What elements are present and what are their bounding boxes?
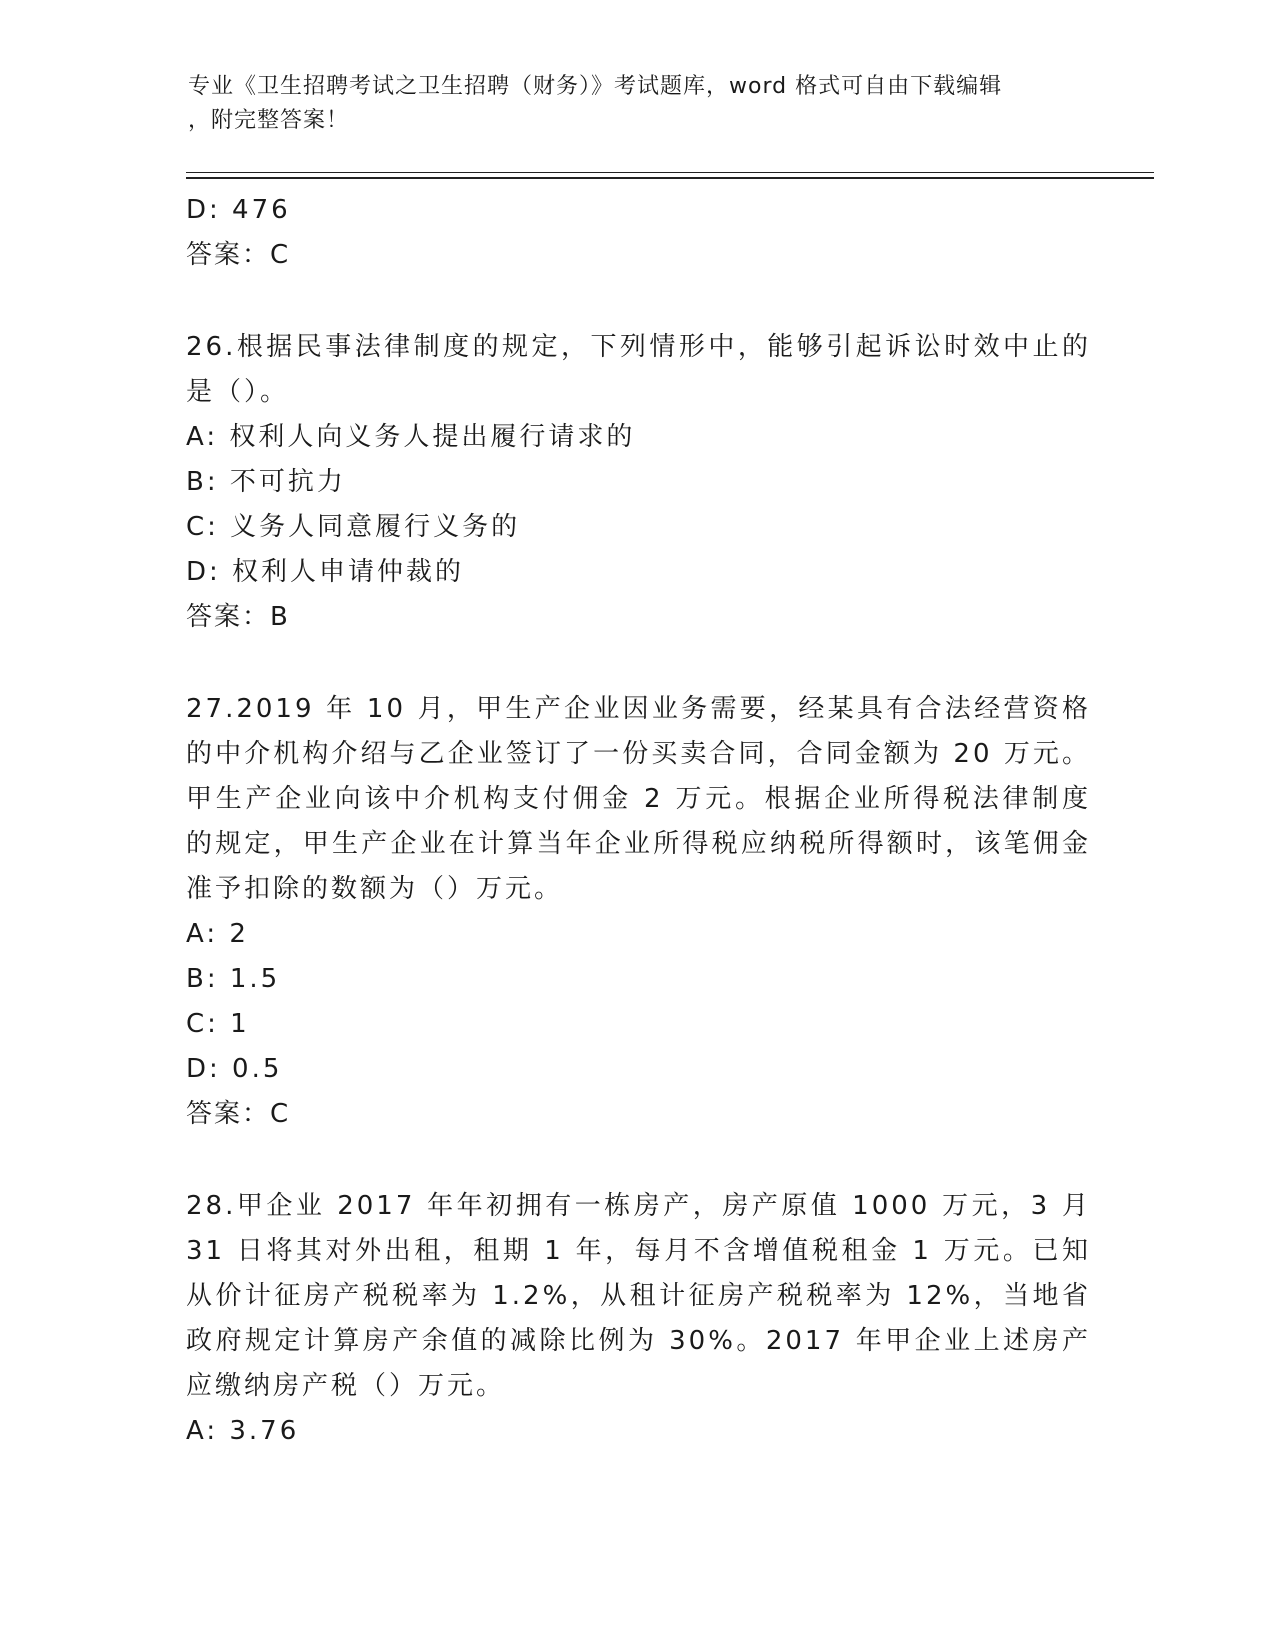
question-26-answer: 答案：B: [186, 602, 290, 632]
question-27-option-a: A: 2: [186, 919, 249, 949]
question-27-option-b: B: 1.5: [186, 964, 281, 994]
document-header: [188, 70, 1088, 138]
question-26-option-a: A: 权利人向义务人提出履行请求的: [186, 422, 636, 452]
question-27-answer: 答案：C: [186, 1099, 291, 1129]
question-26-option-c: C: 义务人同意履行义务的: [186, 512, 521, 542]
question-27-option-d: D: 0.5: [186, 1054, 283, 1084]
question-27-option-c: C: 1: [186, 1009, 250, 1039]
question-28-stem: 28.甲企业 2017 年年初拥有一栋房产，房产原值 1000 万元，3 月 31 日将其对外出租，租期 1 年，每月不含增值税租金 1 万元。已知从价计征房产税税率为 1.2%，从租计征房产税税率为 12%，当地省政府规定计算房产余值的减除比例为 30%。2017 年甲企业上述房产应缴纳房产税（）万元。: [186, 1191, 1091, 1401]
question-26-stem: 26.根据民事法律制度的规定，下列情形中，能够引起诉讼时效中止的是（）。: [186, 332, 1091, 407]
header-divider-thick: [186, 177, 1154, 179]
question-27-stem: 27.2019 年 10 月，甲生产企业因业务需要，经某具有合法经营资格的中介机构介绍与乙企业签订了一份买卖合同，合同金额为 20 万元。甲生产企业向该中介机构支付佣金 2 万元。根据企业所得税法律制度的规定，甲生产企业在计算当年企业所得税应纳税所得额时，该笔佣金准予扣除的数额为（）万元。: [186, 694, 1091, 904]
header-line-1: 专业《卫生招聘考试之卫生招聘（财务）》考试题库，word 格式可自由下载编辑: [188, 74, 1003, 99]
option-d-prev: D: 476: [186, 195, 291, 225]
question-26-option-d: D: 权利人申请仲裁的: [186, 557, 465, 587]
header-divider-thin: [186, 172, 1154, 173]
question-28-option-a: A: 3.76: [186, 1416, 300, 1446]
question-26-option-b: B: 不可抗力: [186, 467, 346, 497]
answer-prev: 答案：C: [186, 240, 291, 270]
question-body: [186, 188, 1091, 1454]
header-line-2: ，附完整答案！: [188, 108, 350, 133]
